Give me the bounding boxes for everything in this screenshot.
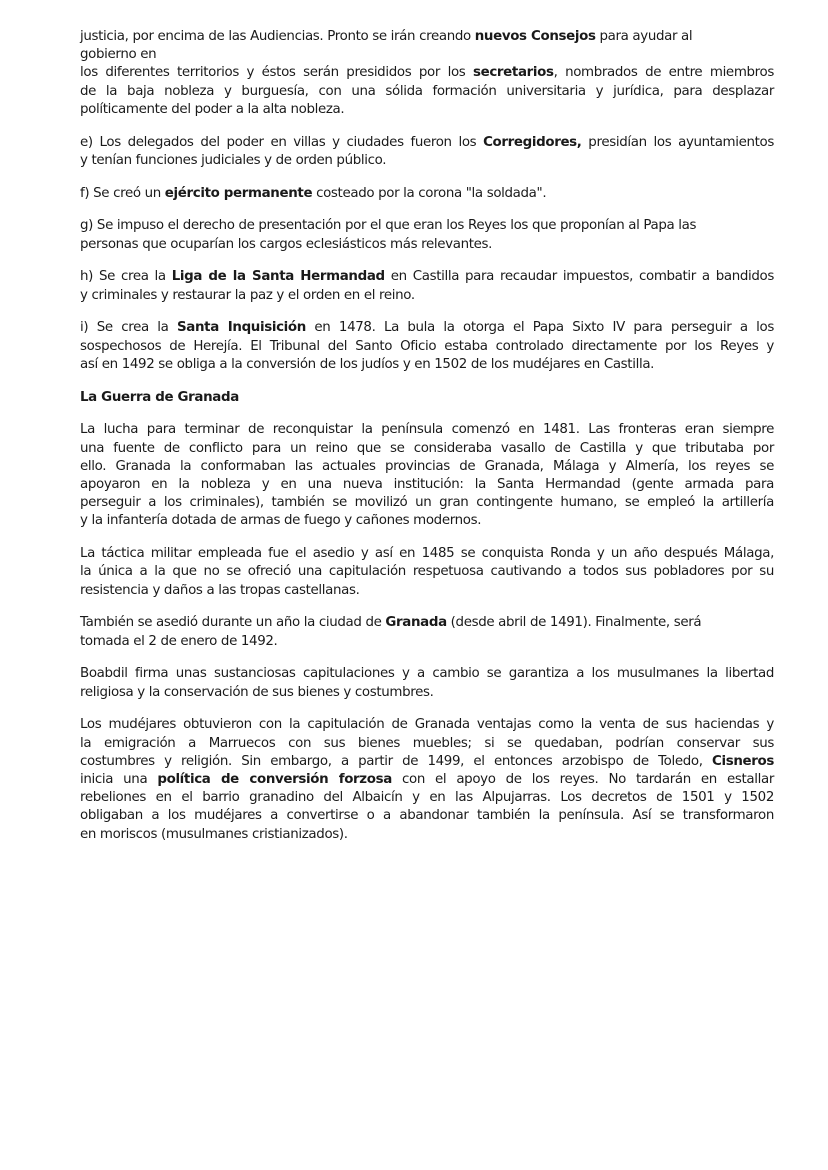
text-line: personas que ocuparían los cargos eclesiásticos más relevantes.	[80, 236, 493, 252]
text-line: y la infantería dotada de armas de fuego y cañones modernos.	[80, 513, 482, 529]
bold-term: nuevos Consejos	[474, 29, 596, 44]
text-line: apoyaron en la nobleza y en una nueva institución: la Santa Hermandad (gente armada para	[80, 477, 774, 493]
document-page	[80, 28, 774, 858]
text-line: También se asedió durante un año la ciudad de Granada (desde abril de 1491). Finalmente, será	[80, 615, 702, 631]
text-line: una fuente de conflicto para un reino que se consideraba vasallo de Castilla y que tributaba por	[80, 440, 774, 456]
bold-term: política de conversión forzosa	[157, 772, 392, 788]
text-line: e) Los delegados del poder en villas y ciudades fueron los Corregidores, presidían los ayuntamientos	[80, 134, 775, 150]
paragraph-corregidores	[80, 134, 774, 170]
text-line: f) Se creó un ejército permanente costeado por la corona "la soldada".	[80, 185, 547, 201]
text-line: justicia, por encima de las Audiencias. Pronto se irán creando nuevos Consejos para ayudar al	[80, 29, 693, 44]
text-line: políticamente del poder a la alta nobleza.	[80, 101, 345, 117]
text-line: inicia una política de conversión forzosa con el apoyo de los reyes. No tardarán en estallar	[80, 772, 774, 788]
bold-term: Liga de la Santa Hermandad	[171, 269, 385, 285]
text-line: en moriscos (musulmanes cristianizados).	[80, 826, 348, 842]
text-line: perseguir a los criminales), también se movilizó un gran contingente humano, se empleó la artillería	[80, 495, 774, 511]
text-line: y criminales y restaurar la paz y el orden en el reino.	[80, 287, 415, 303]
bold-term: Granada	[385, 615, 447, 631]
text-line: de la baja nobleza y burguesía, con una sólida formación universitaria y jurídica, para desplazar	[80, 83, 774, 99]
text-line: costumbres y religión. Sin embargo, a partir de 1499, el entonces arzobispo de Toledo, Cisneros	[80, 753, 774, 769]
bold-term: secretarios	[472, 65, 554, 81]
paragraph-asedio-granada	[80, 614, 774, 650]
bold-term: ejército permanente	[164, 185, 313, 201]
text-line: i) Se crea la Santa Inquisición en 1478. La bula la otorga el Papa Sixto IV para perseguir a los	[80, 320, 774, 336]
paragraph-consejos	[80, 28, 774, 119]
bold-term: Santa Inquisición	[176, 320, 306, 336]
section-heading: La Guerra de Granada	[80, 389, 239, 405]
text-line: religiosa y la conservación de sus bienes y costumbres.	[80, 684, 434, 700]
text-line: y tenían funciones judiciales y de orden público.	[80, 152, 387, 168]
text-line: la única a la que no se ofreció una capitulación respetuosa cautivando a todos sus pobladores por su	[80, 564, 774, 580]
paragraph-lucha	[80, 421, 774, 530]
text-line: así en 1492 se obliga a la conversión de los judíos y en 1502 de los mudéjares en Castilla.	[80, 356, 655, 372]
bold-term: Corregidores,	[483, 134, 582, 150]
paragraph-inquisicion	[80, 319, 774, 374]
text-line: tomada el 2 de enero de 1492.	[80, 633, 278, 649]
paragraph-tactica	[80, 545, 774, 600]
text-line: gobierno en	[80, 47, 157, 63]
paragraph-hermandad	[80, 268, 774, 304]
text-line: g) Se impuso el derecho de presentación por el que eran los Reyes los que proponían al Papa las	[80, 218, 697, 234]
paragraph-mudejares	[80, 716, 774, 843]
paragraph-ejercito	[80, 185, 774, 203]
text-line: los diferentes territorios y éstos serán presididos por los secretarios, nombrados de entre miembros	[80, 65, 774, 81]
paragraph-presentacion	[80, 217, 774, 253]
text-line: resistencia y daños a las tropas castellanas.	[80, 582, 360, 598]
text-line: rebeliones en el barrio granadino del Albaicín y en las Alpujarras. Los decretos de 1501 y 1502	[80, 790, 774, 806]
text-line: ello. Granada la conformaban las actuales provincias de Granada, Málaga y Almería, los reyes se	[80, 458, 774, 474]
text-line: Los mudéjares obtuvieron con la capitulación de Granada ventajas como la venta de sus haciendas y	[80, 717, 774, 733]
text-line: la emigración a Marruecos con sus bienes muebles; si se quedaban, podrían conservar sus	[80, 735, 774, 751]
bold-term: Cisneros	[712, 753, 774, 769]
text-line: La lucha para terminar de reconquistar la península comenzó en 1481. Las fronteras eran siempre	[80, 422, 774, 438]
text-line: Boabdil firma unas sustanciosas capitulaciones y a cambio se garantiza a los musulmanes la libertad	[80, 666, 774, 682]
text-line: La táctica militar empleada fue el asedio y así en 1485 se conquista Ronda y un año después Málaga,	[80, 546, 774, 562]
text-line: h) Se crea la Liga de la Santa Hermandad en Castilla para recaudar impuestos, combatir a bandidos	[80, 269, 774, 285]
paragraph-boabdil	[80, 665, 774, 701]
text-line: obligaban a los mudéjares a convertirse o a abandonar también la península. Así se transformaron	[80, 808, 774, 824]
text-line: sospechosos de Herejía. El Tribunal del Santo Oficio estaba controlado directamente por los Reyes y	[80, 338, 774, 354]
